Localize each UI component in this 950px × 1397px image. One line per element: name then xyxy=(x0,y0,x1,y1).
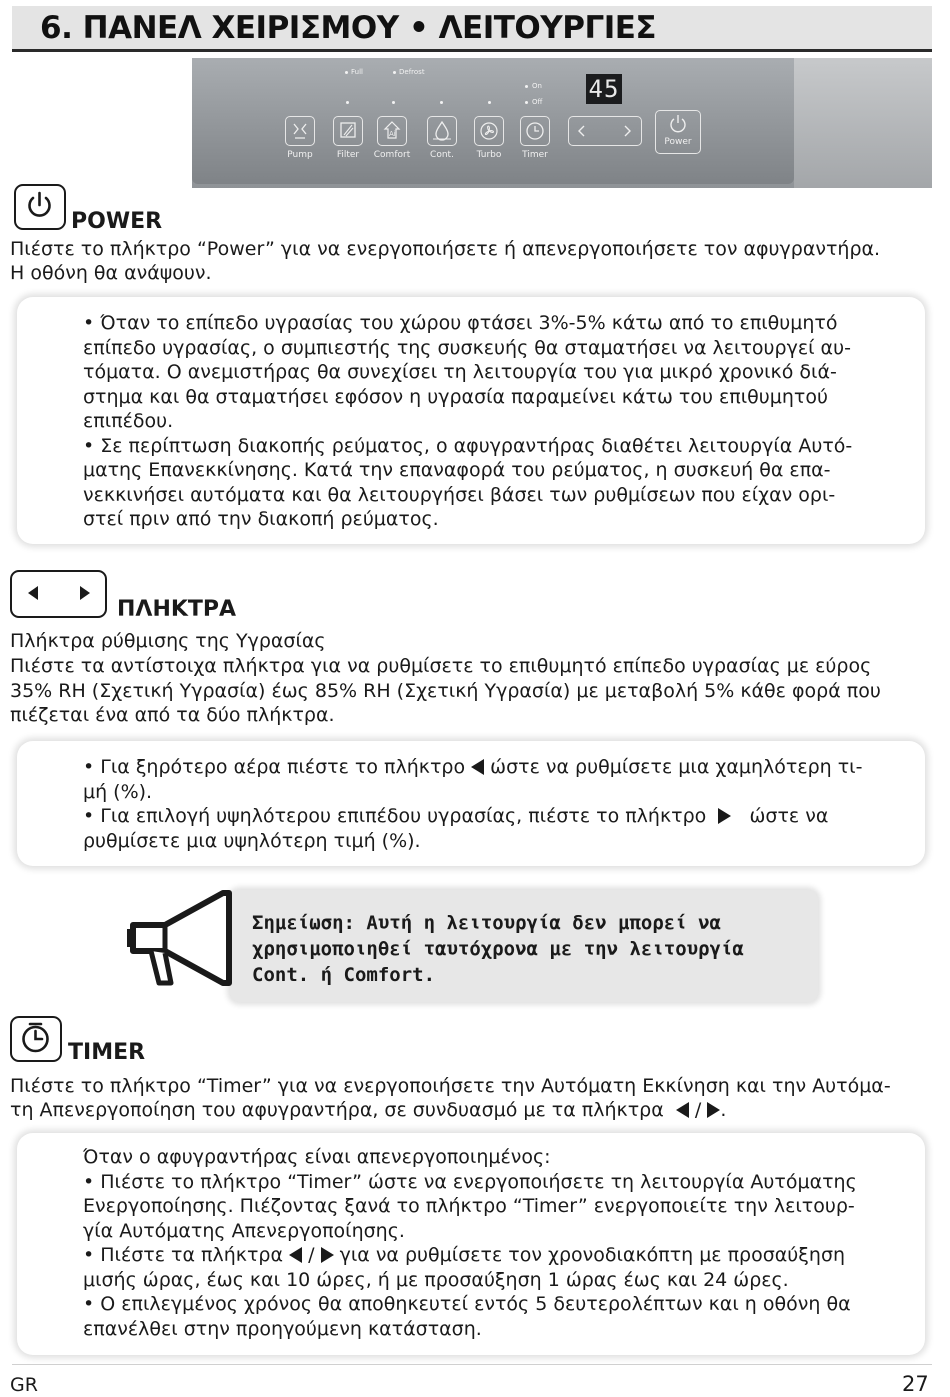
note-text xyxy=(252,910,804,988)
power-icon xyxy=(656,111,700,137)
left-arrow-icon xyxy=(676,1102,689,1118)
humidity-display: 45 xyxy=(586,74,622,104)
note-line: Cont. ή Comfort. xyxy=(252,964,436,986)
on-indicator: On xyxy=(532,82,542,90)
page-title: 6. ΠΑΝΕΛ ΧΕΙΡΙΣΜΟΥ • ΛΕΙΤΟΥΡΓΙΕΣ xyxy=(40,10,657,46)
led xyxy=(392,101,395,104)
footer-divider xyxy=(12,1364,932,1365)
power-info-box xyxy=(17,297,925,544)
filter-label: Filter xyxy=(336,150,360,160)
water-drop-icon xyxy=(428,117,456,145)
keys-info-text-part: • Για ξηρότερο αέρα πιέστε το πλήκτρο xyxy=(83,756,466,778)
comfort-label: Comfort xyxy=(373,150,411,160)
on-led xyxy=(525,85,528,88)
timer-info-line: Ενεργοποίησης. Πιέζοντας ξανά το πλήκτρο “Timer” ενεργοποιείτε την λειτουρ- xyxy=(83,1195,855,1217)
timer-label: Timer xyxy=(522,150,548,160)
defrost-indicator: Defrost xyxy=(399,68,425,76)
power-info-line: • Όταν το επίπεδο υγρασίας του χώρου φτάσει 3%-5% κάτω από το επιθυμητό xyxy=(83,312,838,334)
keys-intro-line: 35% RH (Σχετική Υγρασία) έως 85% RH (Σχετική Υγρασία) με μεταβολή 5% κάθε φορά που xyxy=(10,679,881,702)
keys-heading: ΠΛΗΚΤΡΑ xyxy=(117,597,237,622)
note-line: Σημείωση: Αυτή η λειτουργία δεν μπορεί να xyxy=(252,912,721,934)
keys-info-line xyxy=(83,804,909,829)
timer-info-line: επανέλθει στην προηγούμενη κατάσταση. xyxy=(83,1317,482,1340)
timer-info-line: γία Αυτόματης Απενεργοποίησης. xyxy=(83,1219,405,1242)
timer-button[interactable] xyxy=(520,116,550,146)
svg-text:Ai: Ai xyxy=(389,130,396,138)
power-info-line: στεί πριν από την διακοπή ρεύματος. xyxy=(83,508,439,530)
keys-intro-line: Πιέστε τα αντίστοιχα πλήκτρα για να ρυθμίσετε το επιθυμητό επίπεδο υγρασίας με εύρος xyxy=(10,655,872,677)
cont-label: Cont. xyxy=(430,150,454,160)
pump-label: Pump xyxy=(287,150,313,160)
slash: / xyxy=(694,1099,702,1121)
pump-icon xyxy=(286,117,314,145)
power-heading: POWER xyxy=(71,209,163,234)
keys-info-line xyxy=(83,755,909,780)
power-intro-1: Πιέστε το πλήκτρο “Power” για να ενεργοποιήσετε ή απενεργοποιήσετε τον αφυγραντήρα. xyxy=(10,238,881,260)
turbo-label: Turbo xyxy=(476,150,502,160)
power-button[interactable] xyxy=(655,110,701,154)
left-arrow-icon xyxy=(471,759,484,775)
title-bar xyxy=(12,6,932,52)
arrow-keys-icon xyxy=(12,572,104,615)
filter-button[interactable] xyxy=(333,116,363,146)
keys-info-box xyxy=(17,741,925,866)
filter-icon xyxy=(334,117,362,145)
timer-info-line: Όταν ο αφυγραντήρας είναι απενεργοποιημένος: xyxy=(83,1146,551,1168)
led xyxy=(488,101,491,104)
keys-info-text xyxy=(83,755,909,853)
fan-icon xyxy=(475,117,503,145)
power-info-text xyxy=(83,311,909,532)
keys-intro xyxy=(10,654,935,728)
left-arrow-icon xyxy=(289,1247,302,1263)
note-line: χρησιμοποιηθεί ταυτόχρονα με την λειτουργία xyxy=(252,938,744,960)
clock-icon xyxy=(521,117,549,145)
cont-button[interactable] xyxy=(427,116,457,146)
keys-info-text-part: ώστε να xyxy=(749,805,829,827)
note-box xyxy=(230,890,818,1002)
led xyxy=(346,101,349,104)
timer-intro-2 xyxy=(10,1098,726,1123)
power-info-line: ματης Επανεκκίνησης. Κατά την επαναφορά του ρεύματος, η συσκευή θα επα- xyxy=(83,459,831,481)
power-info-line: νεκκινήσει αυτόματα και θα λειτουργήσει βάσει των ρυθμίσεων που είχαν ορι- xyxy=(83,483,836,506)
clock-icon xyxy=(12,1018,59,1059)
arrow-keys-button[interactable] xyxy=(568,116,642,146)
off-led xyxy=(525,101,528,104)
power-section-icon-box xyxy=(14,184,66,230)
power-info-line: επίπεδο υγρασίας, ο συμπιεστής της συσκευής θα σταματήσει να λειτουργεί αυ- xyxy=(83,336,851,359)
timer-info-line xyxy=(83,1243,909,1268)
slash: / xyxy=(308,1244,315,1266)
timer-info-box xyxy=(17,1133,925,1355)
timer-info-line: • Ο επιλεγμένος χρόνος θα αποθηκευτεί εντός 5 δευτερολέπτων και η οθόνη θα xyxy=(83,1293,851,1315)
power-info-line: επιπέδου. xyxy=(83,410,174,432)
comfort-icon xyxy=(378,117,406,145)
timer-heading: TIMER xyxy=(68,1040,146,1065)
keys-info-line: μή (%). xyxy=(83,780,153,803)
timer-info-line: μισής ώρας, έως και 10 ώρες, ή με προσαύξηση 1 ώρας έως και 24 ώρες. xyxy=(83,1268,789,1291)
keys-section-icon-box xyxy=(10,570,107,618)
keys-info-line: ρυθμίσετε μια υψηλότερη τιμή (%). xyxy=(83,829,421,852)
timer-info-text-part: για να ρυθμίσετε τον χρονοδιακόπτη με προσαύξηση xyxy=(339,1244,846,1266)
led xyxy=(440,101,443,104)
right-arrow-icon xyxy=(321,1247,334,1263)
right-arrow-icon xyxy=(707,1102,720,1118)
power-info-line: τόματα. Ο ανεμιστήρας θα συνεχίσει τη λειτουργία του για μικρό χρονικό διά- xyxy=(83,361,837,383)
megaphone-icon xyxy=(125,885,245,995)
full-indicator: Full xyxy=(351,68,363,76)
power-label: Power xyxy=(664,137,692,147)
arrow-keys-icon xyxy=(569,117,641,145)
keys-subtitle: Πλήκτρα ρύθμισης της Υγρασίας xyxy=(10,630,326,652)
keys-intro-line: πιέζεται ένα από τα δύο πλήκτρα. xyxy=(10,704,335,726)
keys-info-text-part: • Για επιλογή υψηλότερου επιπέδου υγρασίας, πιέστε το πλήκτρο xyxy=(83,805,707,827)
comfort-button[interactable] xyxy=(377,116,407,146)
timer-info-text-part: • Πιέστε τα πλήκτρα xyxy=(83,1244,283,1266)
defrost-led xyxy=(393,71,396,74)
panel-edge xyxy=(794,58,932,188)
period: . xyxy=(720,1099,727,1121)
timer-section-icon-box xyxy=(10,1016,62,1062)
panel-face xyxy=(192,58,794,184)
timer-info-text xyxy=(83,1145,909,1341)
pump-button[interactable] xyxy=(285,116,315,146)
power-intro-2: Η οθόνη θα ανάψουν. xyxy=(10,262,212,284)
timer-info-line: • Πιέστε το πλήκτρο “Timer” ώστε να ενεργοποιήσετε τη λειτουργία Αυτόματης xyxy=(83,1170,857,1193)
off-indicator: Off xyxy=(532,98,543,106)
timer-intro-1: Πιέστε το πλήκτρο “Timer” για να ενεργοποιήσετε την Αυτόματη Εκκίνηση και την Αυτόμα- xyxy=(10,1075,891,1097)
power-info-line: • Σε περίπτωση διακοπής ρεύματος, ο αφυγραντήρας διαθέτει λειτουργία Αυτό- xyxy=(83,434,853,457)
page-number: 27 xyxy=(902,1372,929,1396)
timer-intro-2-text: τη Απενεργοποίηση του αφυγραντήρα, σε συνδυασμό με τα πλήκτρα xyxy=(10,1099,664,1121)
turbo-button[interactable] xyxy=(474,116,504,146)
full-led xyxy=(345,71,348,74)
power-info-line: στημα και θα σταματήσει εφόσον η υγρασία παραμείνει κάτω του επιθυμητού xyxy=(83,385,828,408)
control-panel-photo xyxy=(192,58,932,188)
footer-language: GR xyxy=(10,1374,38,1396)
power-icon xyxy=(16,186,63,227)
right-arrow-icon xyxy=(718,808,731,824)
keys-info-text-part: ώστε να ρυθμίσετε μια χαμηλότερη τι- xyxy=(490,756,863,778)
